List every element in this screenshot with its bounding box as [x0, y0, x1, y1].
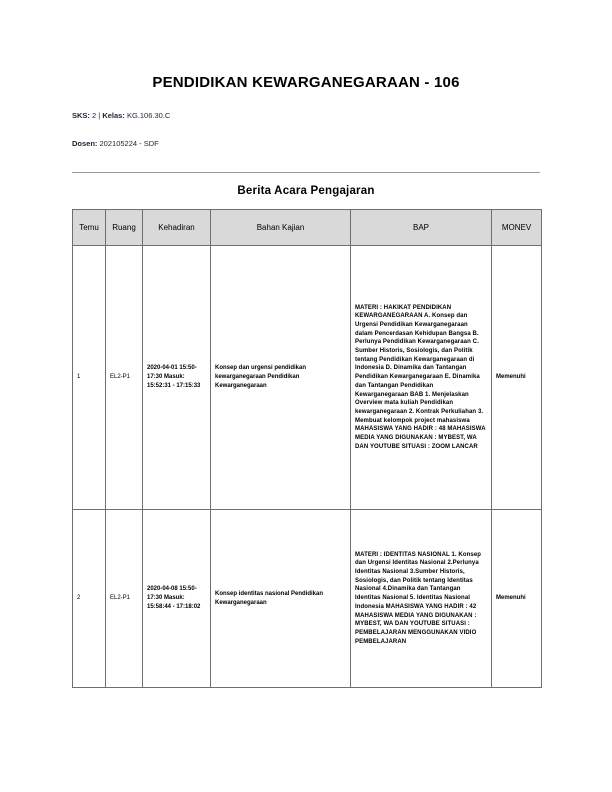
- lecturer-line: [72, 139, 159, 148]
- column-header-temu: Temu: [73, 210, 106, 246]
- cell-kehadiran: 2020-04-01 15:50-17:30 Masuk: 15:52:31 - 17:15:33: [143, 246, 211, 510]
- column-header-ruang: Ruang: [106, 210, 143, 246]
- meta-separator: |: [98, 111, 101, 120]
- column-header-bahan-kajian: Bahan Kajian: [211, 210, 351, 246]
- cell-monev: Memenuhi: [492, 246, 542, 510]
- cell-bahan-kajian: Konsep dan urgensi pendidikan kewarganegaraan Pendidikan Kewarganegaraan: [211, 246, 351, 510]
- cell-kehadiran: 2020-04-08 15:50-17:30 Masuk: 15:58:44 - 17:18:02: [143, 510, 211, 688]
- column-header-kehadiran: Kehadiran: [143, 210, 211, 246]
- cell-bap: MATERI : IDENTITAS NASIONAL 1. Konsep dan Urgensi Identitas Nasional 2.Perlunya Identitas Nasional 3.Sumber Historis, Sosiologis, dan Politik tentang Identitas Nasional 4.Dinamika dan Tantangan Identitas Nasional 5. Identitas Nasional Indonesia MAHASISWA YANG HADIR : 42 MAHASISWA MEDIA YANG DIGUNAKAN : MYBEST, WA DAN YOUTUBE SITUASI : PEMBELAJARAN MENGGUNAKAN VIDIO PEMBELAJARAN: [351, 510, 492, 688]
- horizontal-divider: [72, 172, 540, 173]
- kelas-label: Kelas:: [102, 111, 125, 120]
- column-header-monev: MONEV: [492, 210, 542, 246]
- section-title: Berita Acara Pengajaran: [237, 185, 375, 197]
- sks-value: 2: [92, 111, 97, 120]
- table-row: [73, 246, 542, 510]
- table-header-row: [73, 210, 542, 246]
- table-row: [73, 510, 542, 688]
- cell-temu: 1: [73, 246, 106, 510]
- page-title: PENDIDIKAN KEWARGANEGARAAN - 106: [152, 74, 460, 91]
- teaching-log-table: [72, 209, 542, 688]
- dosen-value: 202105224 - SDF: [99, 139, 159, 148]
- cell-bap: MATERI : HAKIKAT PENDIDIKAN KEWARGANEGARAAN A. Konsep dan Urgensi Pendidikan Kewarganegaraan dalam Pencerdasan Kehidupan Bangsa B. Perlunya Pendidikan Kewarganegaraan C. Sumber Historis, Sosiologis, dan Politik tentang Pendidikan Kewarganegaraan di Indonesia D. Dinamika dan Tantangan Pendidikan Kewarganegaraan E. Dinamika dan Tantangan Pendidikan Kewarganegaraan BAB 1. Menjelaskan Overview mata kuliah Pendidikan kewarganegaraan 2. Kontrak Perkuliahan 3. Membuat kelompok project mahasiswa MAHASISWA YANG HADIR : 48 MAHASISWA MEDIA YANG DIGUNAKAN : MYBEST, WA DAN YOUTUBE SITUASI : ZOOM LANCAR: [351, 246, 492, 510]
- column-header-bap: BAP: [351, 210, 492, 246]
- kelas-value: KG.106.30.C: [126, 111, 171, 120]
- sks-label: SKS:: [72, 111, 90, 120]
- cell-ruang: EL2-P1: [106, 246, 143, 510]
- cell-bahan-kajian: Konsep identitas nasional Pendidikan Kewarganegaraan: [211, 510, 351, 688]
- dosen-label: Dosen:: [72, 139, 98, 148]
- cell-temu: 2: [73, 510, 106, 688]
- cell-ruang: EL2-P1: [106, 510, 143, 688]
- cell-monev: Memenuhi: [492, 510, 542, 688]
- course-meta-line: [72, 111, 170, 120]
